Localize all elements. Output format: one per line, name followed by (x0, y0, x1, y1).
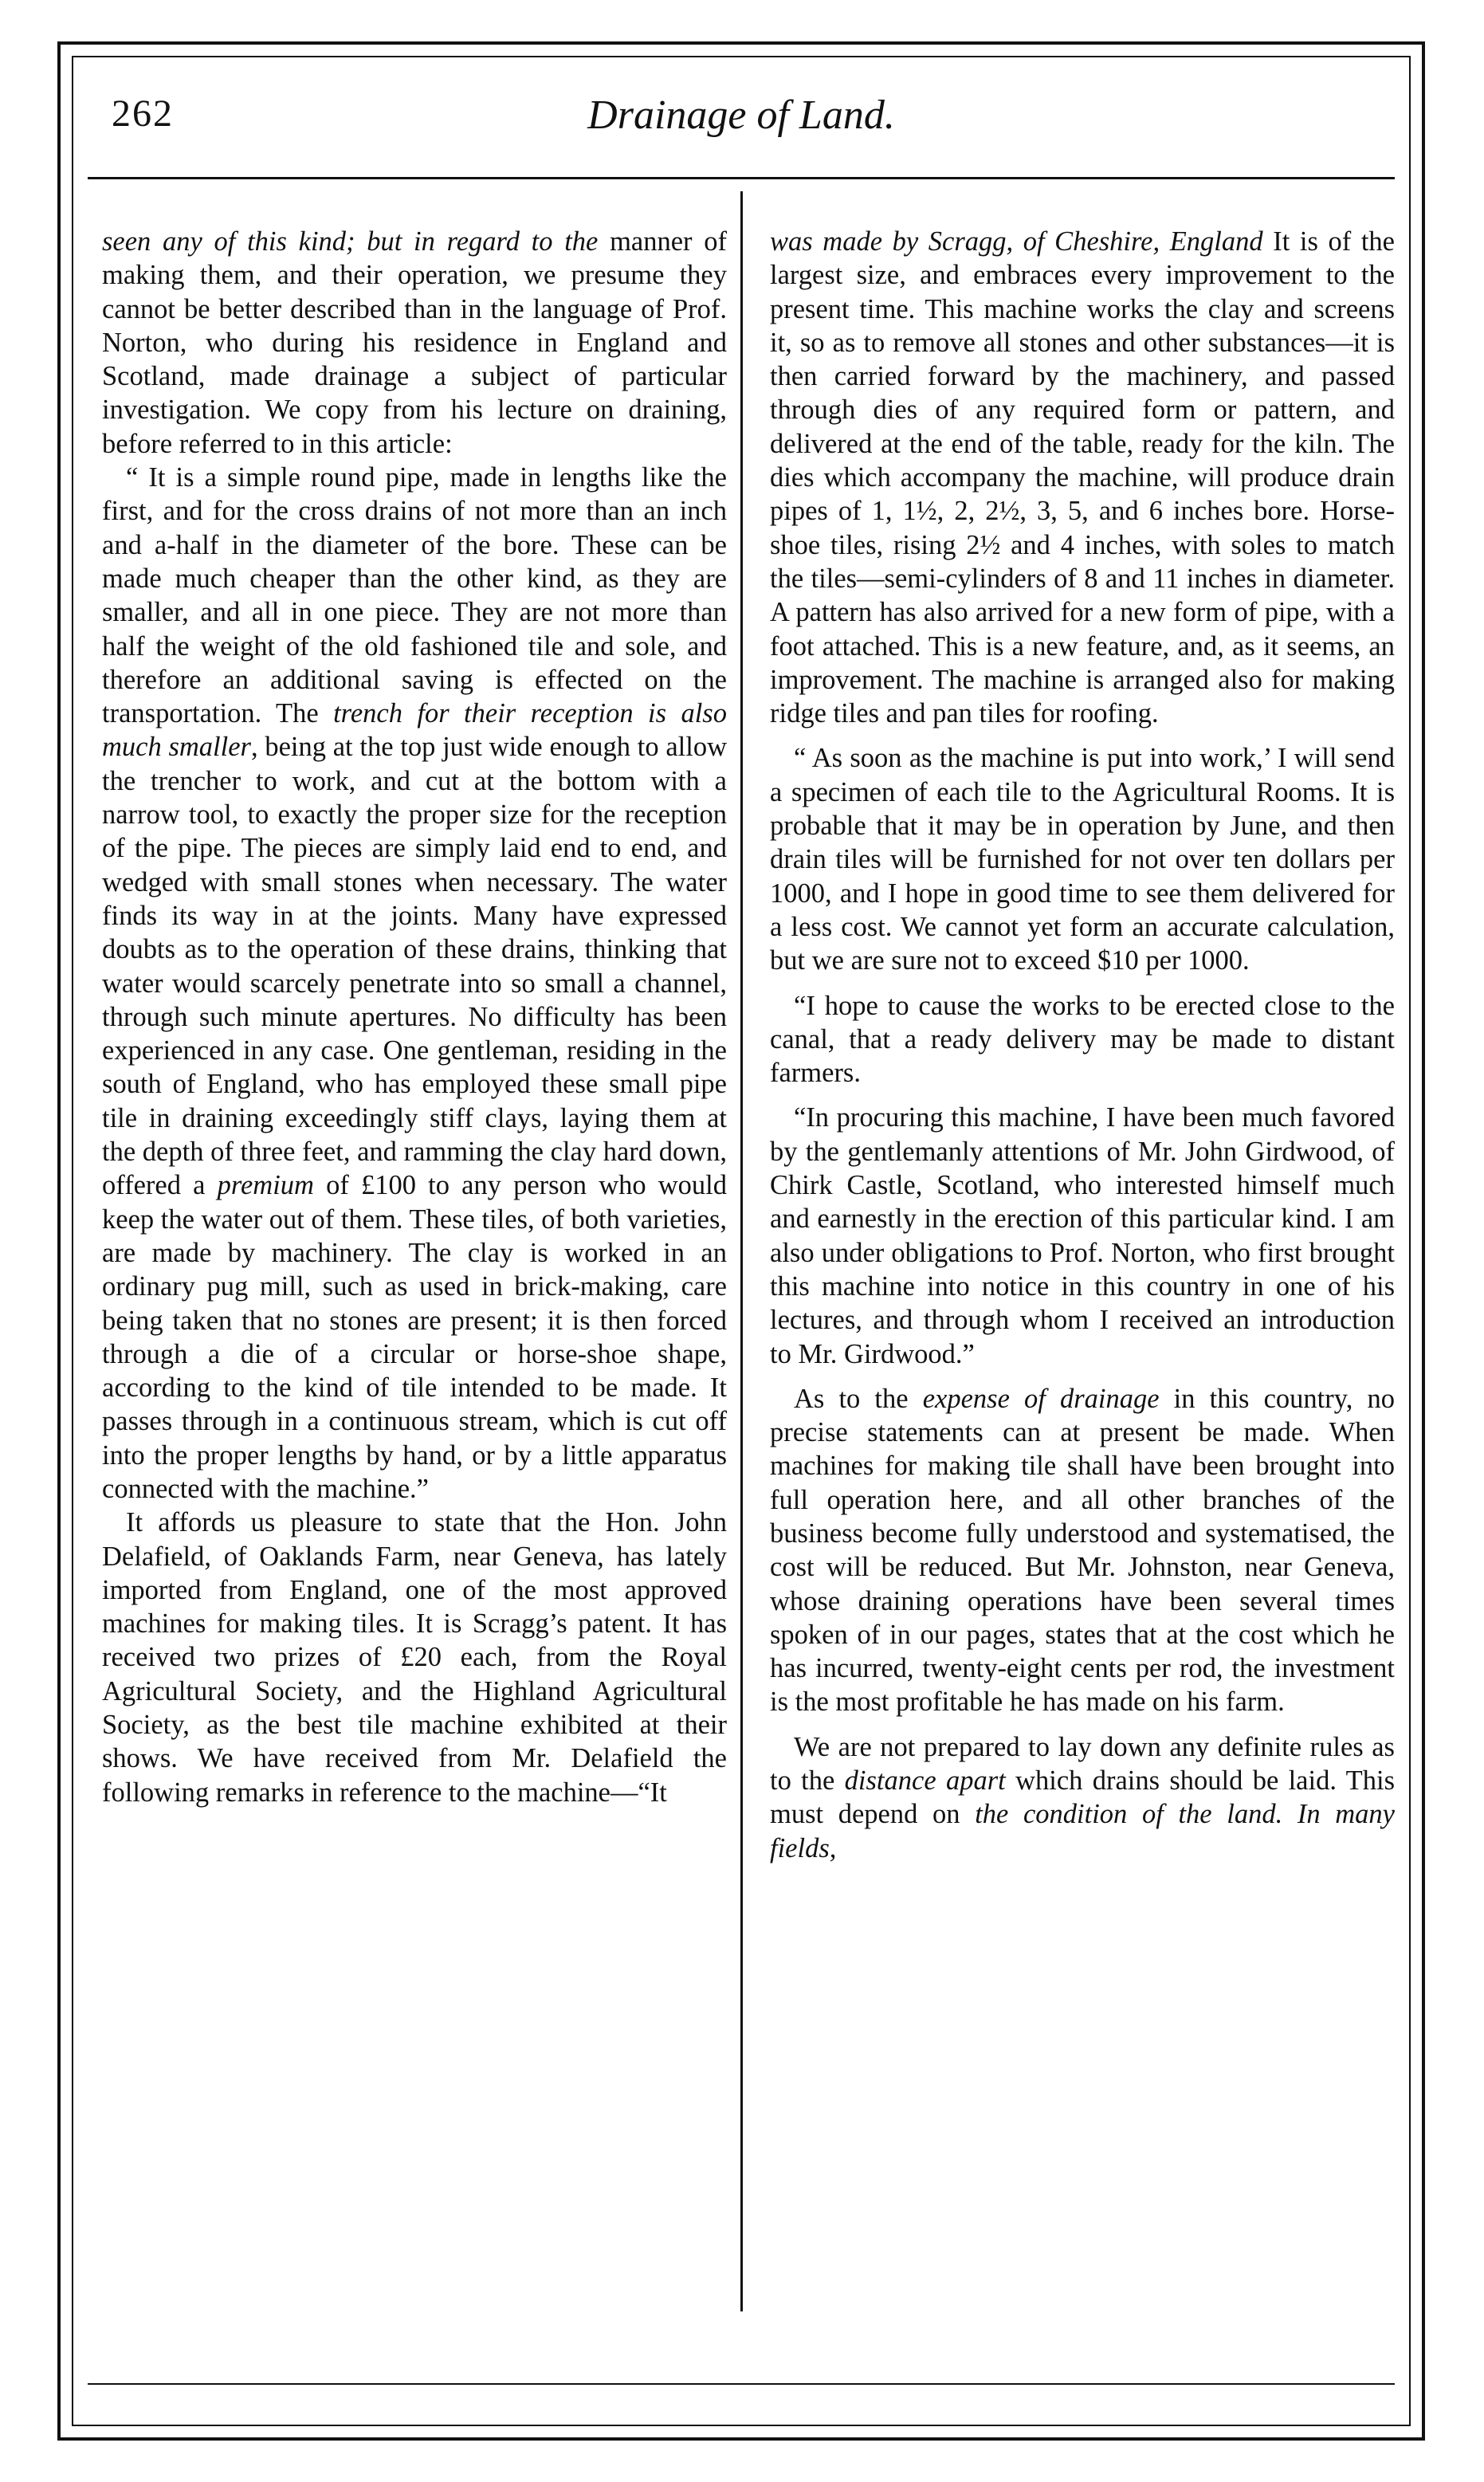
paragraph (770, 1382, 1395, 1719)
italic-text: was made by Scragg, of Cheshire, England (770, 226, 1263, 257)
paragraph (102, 1506, 727, 1809)
body-text: We are not prepared to lay down any definite rules as to the (770, 1731, 1395, 1797)
italic-text: premium (217, 1170, 314, 1201)
body-text: It is of the largest size, and embraces every improvement to the present time. This machine works the clay and screens it, so as to remove all stones and other substances—it is then carried forward by the machinery, and passed through dies of any required form or pattern, and delivered at the end of the table, ready for the kiln. The dies which accompany the machine, will produce drain pipes of 1, 1½, 2, 2½, 3, 5, and 6 inches bore. Horse-shoe tiles, rising 2½ and 4 inches, with soles to match the tiles—semi-cylinders of 8 and 11 inches in diameter. A pattern has also arrived for a new form of pipe, with a foot attached. This is a new feature, and, as it seems, an improvement. The machine is arranged also for making ridge tiles and pan tiles for roofing. (770, 226, 1395, 729)
body-text: which drains should be laid. This must depend on (770, 1765, 1396, 1830)
body-text: in this country, no precise statements can at present be made. When machines for making tile shall have been brought into full operation here, and all other branches of the business become fully understood and systematised, the cost will be reduced. But Mr. Johnston, near Geneva, whose draining operations have been several times spoken of in our pages, states that at the cost which he has incurred, twenty-eight cents per rod, the investment is the most profitable he has made on his farm. (770, 1383, 1395, 1718)
body-text: “ As soon as the machine is put into work,’ I will send a specimen of each tile to the Agricultural Rooms. It is probable that it may be in operation by June, and then drain tiles will be furnished for not over ten dollars per 1000, and I hope in good time to see them delivered for a less cost. We cannot yet form an accurate calculation, but we are sure not to exceed $10 per 1000. (770, 743, 1395, 976)
body-text: of £100 to any person who would keep the water out of them. These tiles, of both varieties, are made by machinery. The clay is worked in an ordinary pug mill, such as used in brick-making, care being taken that no stones are present; it is then forced through a die of a circular or horse-shoe shape, according to the kind of tile intended to be made. It passes through in a continuous stream, which is cut off into the proper lengths by hand, or by a little apparatus connected with the machine.” (102, 1170, 728, 1504)
italic-text: expense of drainage (922, 1383, 1160, 1414)
left-column (102, 225, 727, 2345)
paragraph (102, 461, 727, 1506)
right-column (770, 225, 1395, 2345)
page-header (88, 84, 1395, 171)
paragraph (770, 1730, 1395, 1865)
paragraph (770, 989, 1395, 1090)
body-text: “ It is a simple round pipe, made in lengths like the first, and for the cross drains of not more than an inch and a-half in the diameter of the bore. These can be made much cheaper than the other kind, as they are smaller, and all in one piece. They are not more than half the weight of the old fashioned tile and sole, and therefore an additional saving is effected on the transportation. The (102, 462, 727, 729)
page-number: 262 (112, 92, 174, 135)
header-rule (88, 177, 1395, 179)
italic-text: seen any of this kind; but in regard to the (102, 226, 599, 257)
paragraph (102, 225, 727, 461)
italic-text: the condition of the land. In many fields, (770, 1799, 1395, 1863)
body-text: , being at the top just wide enough to allow the trencher to work, and cut at the bottom with a narrow tool, to exactly the proper size for the reception of the pipe. The pieces are simply laid end to end, and wedged with small stones when necessary. The water finds its way in at the joints. Many have expressed doubts as to the operation of these drains, thinking that water would scarcely penetrate into so small a channel, through such minute apertures. No difficulty has been experienced in any case. One gentleman, residing in the south of England, who has employed these small pipe tile in draining exceedingly stiff clays, laying them at the depth of three feet, and ramming the clay hard down, offered a (102, 732, 727, 1201)
body-text: manner of making them, and their operation, we presume they cannot be better described than in the language of Prof. Norton, who during his residence in England and Scotland, made drainage a subject of particular investigation. We copy from his lecture on draining, before referred to in this article: (102, 226, 727, 459)
body-text: It affords us pleasure to state that the Hon. John Delafield, of Oaklands Farm, near Geneva, has lately imported from England, one of the most approved machines for making tiles. It is Scragg’s patent. It has received two prizes of £20 each, from the Royal Agricultural Society, and the Highland Agricultural Society, as the best tile machine exhibited at their shows. We have received from Mr. Delafield the following remarks in reference to the machine—“It (102, 1507, 727, 1808)
italic-text: trench for their reception is also much smaller (102, 698, 727, 763)
footer-rule (88, 2383, 1395, 2385)
body-text: As to the (794, 1383, 923, 1414)
paragraph (770, 741, 1395, 977)
paragraph (770, 1101, 1395, 1370)
column-divider (740, 191, 743, 2311)
paragraph (770, 225, 1395, 730)
italic-text: distance apart (844, 1765, 1006, 1797)
body-text: “I hope to cause the works to be erected close to the canal, that a ready delivery may be made to distant farmers. (770, 990, 1395, 1089)
running-title: Drainage of Land. (587, 92, 895, 138)
body-text: “In procuring this machine, I have been much favored by the gentlemanly attentions of Mr. John Girdwood, of Chirk Castle, Scotland, who interested himself much and earnestly in the erection of this particular kind. I am also under obligations to Prof. Norton, who first brought this machine into notice in this country in one of his lectures, and through whom I received an introduction to Mr. Girdwood.” (770, 1102, 1395, 1369)
